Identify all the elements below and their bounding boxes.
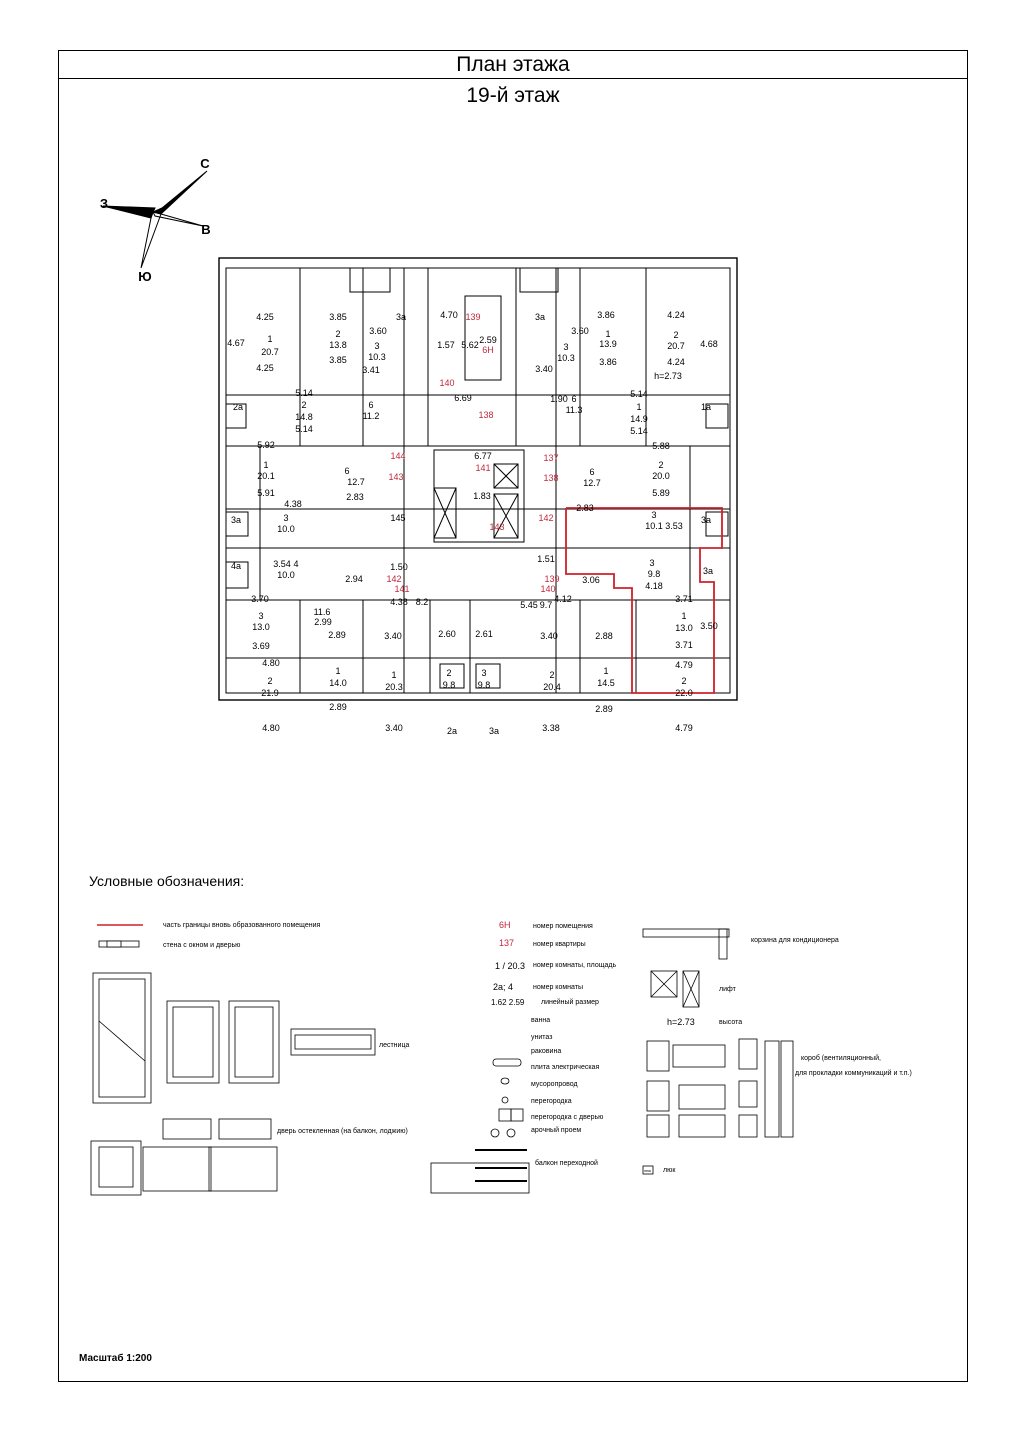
plan-label: 4.38 [284, 499, 302, 509]
legend-sink: раковина [531, 1048, 562, 1055]
plan-label: 4.25 [256, 363, 274, 373]
plan-label: 13.9 [599, 339, 617, 349]
floor-title: 19-й этаж [466, 84, 560, 107]
legend-title: Условные обозначения: [89, 873, 245, 889]
plan-label: 11.3 [565, 405, 583, 415]
plan-label: 11.6 [313, 607, 331, 617]
legend-duct: короб (вентиляционный, [801, 1055, 881, 1062]
plan-label: 3.50 [700, 621, 718, 631]
plan-label: 20.4 [543, 682, 561, 692]
compass-east: В [201, 222, 211, 237]
plan-label: 3.86 [599, 357, 617, 367]
plan-label: 6 [589, 467, 595, 477]
plan-label: 3а [700, 515, 712, 525]
legend-stairs: лестница [379, 1042, 410, 1049]
plan-label: 5.62 [461, 340, 479, 350]
compass-south: Ю [138, 269, 152, 284]
plan-label: 2 [549, 670, 555, 680]
legend-height: высота [719, 1019, 743, 1026]
plan-label: 6 [571, 394, 577, 404]
plan-label: 3а [488, 726, 500, 736]
plan-label: 5.92 [257, 440, 275, 450]
plan-label: 13.0 [252, 622, 270, 632]
plan-label: 2.99 [314, 617, 332, 627]
legend-chute: мусоропровод [531, 1081, 578, 1088]
plan-label: 3а [230, 515, 242, 525]
plan-label: 3.69 [252, 641, 270, 651]
plan-label: 6 [368, 400, 374, 410]
plan-label: 140 [439, 378, 455, 388]
plan-label: 10.0 [277, 524, 295, 534]
plan-label: 2.83 [576, 503, 594, 513]
legend-window-wall: стена с окном и дверью [163, 942, 241, 949]
compass-west: З [99, 196, 109, 211]
plan-label: 2.94 [345, 574, 363, 584]
plan-label: 4.25 [256, 312, 274, 322]
legend-hatch: люк [663, 1167, 676, 1174]
plan-label: 1 [636, 402, 642, 412]
legend-new-boundary: часть границы вновь образованного помещения [163, 922, 321, 929]
plan-label: 4а [230, 561, 242, 571]
legend-apartment-number-sym: 137 [499, 938, 515, 948]
plan-label: 20.0 [652, 471, 670, 481]
plan-label: 2.89 [328, 630, 346, 640]
plan-label: 3.86 [597, 310, 615, 320]
plan-label: 1 [267, 334, 273, 344]
plan-label: 141 [394, 584, 410, 594]
plan-label: 21.9 [261, 688, 279, 698]
plan-label: 5.14 [295, 424, 313, 434]
plan-label: 9.7 [539, 600, 553, 610]
plan-label: 4.38 [390, 597, 408, 607]
plan-label: 2а [232, 402, 244, 412]
legend-height-sym: h=2.73 [667, 1017, 695, 1027]
legend-room-area-sym: 1 / 20.3 [495, 961, 526, 971]
plan-label: 1.83 [473, 491, 491, 501]
plan-label: 3.06 [582, 575, 600, 585]
plan-label: 20.7 [667, 341, 685, 351]
plan-label: 3.41 [362, 365, 380, 375]
plan-label: 1.57 [437, 340, 455, 350]
plan-label: 1 [605, 329, 611, 339]
plan-label: 143 [489, 522, 505, 532]
plan-label: 11.2 [362, 411, 380, 421]
plan-label: 4.24 [667, 357, 685, 367]
plan-label: 139 [465, 312, 481, 322]
plan-label: 3.85 [329, 312, 347, 322]
plan-label: 1 [603, 666, 609, 676]
plan-label: 138 [543, 473, 559, 483]
plan-label: 140 [540, 584, 556, 594]
plan-label: 2.88 [595, 631, 613, 641]
plan-label: 13.8 [329, 340, 347, 350]
plan-label: 20.1 [257, 471, 275, 481]
plan-label: 2 [673, 330, 679, 340]
plan-label: 6 [344, 466, 350, 476]
plan-label: 4.80 [262, 723, 280, 733]
plan-label: 2.61 [475, 629, 493, 639]
plan-label: 3 [374, 341, 380, 351]
plan-label: 4.70 [440, 310, 458, 320]
plan-label: 143 [388, 472, 404, 482]
legend-partition-door: перегородка с дверью [531, 1114, 604, 1121]
plan-label: 145 [390, 513, 406, 523]
plan-label: 3.53 [665, 521, 683, 531]
legend-glass-door: дверь остекленная (на балкон, лоджию) [277, 1128, 408, 1135]
plan-label: 3.71 [675, 640, 693, 650]
plan-label: 10.3 [368, 352, 386, 362]
plan-label: 4.18 [645, 581, 663, 591]
plan-label: 3 [481, 668, 487, 678]
plan-label: h=2.73 [654, 371, 682, 381]
plan-label: 137 [543, 453, 559, 463]
plan-label: 2 [267, 676, 273, 686]
plan-label: 14.0 [329, 678, 347, 688]
plan-label: 3 [651, 510, 657, 520]
plan-label: 20.7 [261, 347, 279, 357]
plan-label: 2.83 [346, 492, 364, 502]
plan-label: 3 [258, 611, 264, 621]
plan-label: 22.0 [675, 688, 693, 698]
plan-label: 2 [335, 329, 341, 339]
floor-plan [218, 258, 738, 736]
plan-label: 14.9 [630, 414, 648, 424]
plan-label: 3 [649, 558, 655, 568]
plan-label: 3.70 [251, 594, 269, 604]
legend-apartment-number: номер квартиры [533, 941, 586, 948]
plan-label: 2.60 [438, 629, 456, 639]
plan-label: 3а [395, 312, 407, 322]
plan-label: 4.24 [667, 310, 685, 320]
plan-label: 2 [658, 460, 664, 470]
plan-label: 8.2 [415, 597, 429, 607]
plan-label: 4.79 [675, 723, 693, 733]
plan-label: 1 [391, 670, 397, 680]
plan-label: 4.79 [675, 660, 693, 670]
plan-label: 2 [681, 676, 687, 686]
plan-label: 3.40 [384, 631, 402, 641]
plan-label: 20.3 [385, 682, 403, 692]
plan-label: 5.14 [630, 426, 648, 436]
plan-label: 14.5 [597, 678, 615, 688]
plan-label: 6.69 [454, 393, 472, 403]
plan-label: 2а [446, 726, 458, 736]
plan-label: 3.60 [369, 326, 387, 336]
legend-room-num-sym: 2а; 4 [493, 982, 514, 992]
plan-label: 3а [534, 312, 546, 322]
legend-room-number: номер помещения [533, 923, 593, 930]
scale-label: Масштаб 1:200 [79, 1353, 152, 1364]
plan-label: 1 [263, 460, 269, 470]
legend-room-area: номер комнаты, площадь [533, 962, 617, 969]
legend-stove: плита электрическая [531, 1064, 600, 1071]
plan-label: 141 [475, 463, 491, 473]
plan-label: 5.45 [520, 600, 538, 610]
plan-label: 10.3 [557, 353, 575, 363]
plan-label: 4.67 [227, 338, 245, 348]
legend-arch: арочный проем [531, 1127, 582, 1134]
plan-label: 3 [563, 342, 569, 352]
legend-room-num: номер комнаты [533, 984, 583, 991]
plan-label: 12.7 [583, 478, 601, 488]
plan-label: 1.90 [550, 394, 568, 404]
plan-label: 3.38 [542, 723, 560, 733]
legend-room-number-sym: 6Н [499, 920, 511, 930]
plan-label: 1.50 [390, 562, 408, 572]
plan-label: 3.40 [385, 723, 403, 733]
legend-elevator: лифт [719, 986, 736, 993]
plan-label: 144 [390, 451, 406, 461]
plan-label: 9.8 [477, 680, 491, 690]
plan-label: 13.0 [675, 623, 693, 633]
plan-label: 4.12 [554, 594, 572, 604]
plan-label: 139 [544, 574, 560, 584]
plan-label: 2 [446, 668, 452, 678]
plan-label: 3.40 [535, 364, 553, 374]
plan-label: 3.85 [329, 355, 347, 365]
plan-label: 3.40 [540, 631, 558, 641]
plan-label: 2.89 [595, 704, 613, 714]
plan-label: 10.0 [277, 570, 295, 580]
plan-label: 1а [700, 402, 712, 412]
plan-label: 4.68 [700, 339, 718, 349]
compass-north: С [200, 156, 210, 171]
plan-label: 10.1 [645, 521, 663, 531]
compass-rose [99, 156, 229, 286]
plan-label: 2.89 [329, 702, 347, 712]
plan-label: 3.71 [675, 594, 693, 604]
legend-duct-2: для прокладки коммуникаций и т.п.) [795, 1070, 912, 1077]
plan-label: 6.77 [474, 451, 492, 461]
plan-label: 138 [478, 410, 494, 420]
legend-bath: ванна [531, 1017, 551, 1024]
plan-label: 5.88 [652, 441, 670, 451]
plan-label: 5.14 [295, 388, 313, 398]
plan-label: 9.8 [442, 680, 456, 690]
plan-label: 9.8 [647, 569, 661, 579]
plan-label: 1 [681, 611, 687, 621]
plan-label: 3 [283, 513, 289, 523]
legend-ac-basket: корзина для кондиционера [751, 937, 839, 944]
plan-label: 5.14 [630, 389, 648, 399]
legend-toilet: унитаз [531, 1034, 553, 1041]
plan-label: 3.54 [273, 559, 291, 569]
plan-label: 3а [702, 566, 714, 576]
plan-label: 4.80 [262, 658, 280, 668]
legend-hatch-sym: люк [644, 1168, 652, 1173]
plan-label: 2 [301, 400, 307, 410]
plan-label: 3.60 [571, 326, 589, 336]
plan-label: 6Н [482, 345, 494, 355]
plan-label: 2.59 [479, 335, 497, 345]
plan-label: 1 [335, 666, 341, 676]
plan-label: 4 [293, 559, 299, 569]
plan-label: 5.91 [257, 488, 275, 498]
legend-linear-size-sym: 1.62 2.59 [491, 998, 525, 1007]
page-title: План этажа [59, 51, 967, 79]
plan-label: 14.8 [295, 412, 313, 422]
plan-label: 142 [538, 513, 554, 523]
drawing-sheet [58, 50, 968, 1382]
plan-label: 1.51 [537, 554, 555, 564]
legend-linear-size: линейный размер [541, 999, 599, 1006]
plan-label: 5.89 [652, 488, 670, 498]
legend-transit-balcony: балкон переходной [535, 1160, 598, 1167]
legend-partition: перегородка [531, 1098, 572, 1105]
plan-label: 142 [386, 574, 402, 584]
plan-label: 12.7 [347, 477, 365, 487]
